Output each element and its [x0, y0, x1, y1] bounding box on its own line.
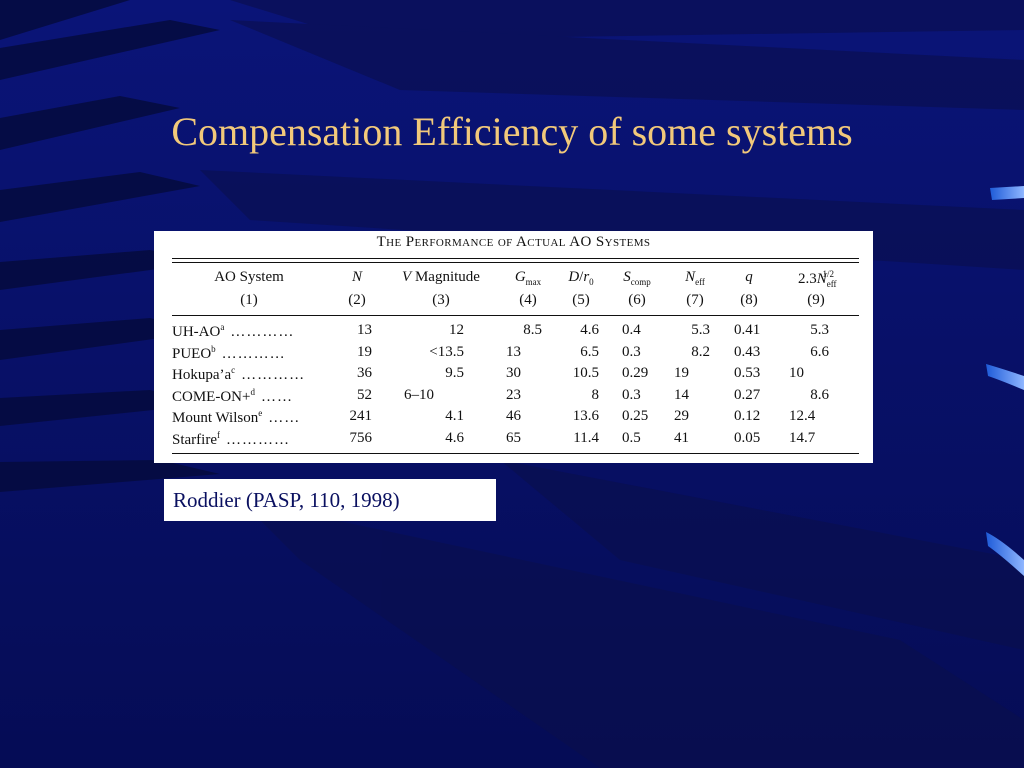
col-num-8: (8) — [740, 292, 758, 308]
cell-v-magnitude: 9.5 — [445, 365, 464, 381]
cell-scomp: 0.25 — [622, 408, 649, 424]
cell-neff: 8.2 — [691, 343, 710, 360]
cell-neff: 14 — [674, 386, 689, 403]
table-top-rule — [172, 258, 859, 259]
cell-v-magnitude: 12 — [449, 322, 464, 338]
cell-23neff: 6.6 — [810, 343, 829, 360]
col-header-v-magnitude: V Magnitude — [402, 269, 480, 285]
cell-n: 19 — [357, 343, 372, 360]
table-bottom-rule — [172, 453, 859, 454]
col-header-gmax: $G_{max}$ — [514, 269, 542, 287]
cell-gmax: 65 — [506, 429, 521, 446]
cell-scomp: 0.3 — [622, 343, 641, 360]
cell-scomp: 0.3 — [622, 386, 641, 403]
col-num-4: (4) — [519, 292, 537, 308]
col-header-ao-system: AO System — [214, 269, 284, 285]
col-header-neff: $N_{eff}$ — [685, 269, 705, 287]
cell-n: 13 — [357, 322, 372, 338]
cell-neff: 41 — [674, 429, 689, 446]
cell-n: 36 — [357, 365, 372, 381]
cell-ao-system: Starfire$^f$ ………… — [172, 429, 290, 448]
cell-n: 52 — [357, 386, 372, 403]
cell-23neff: 10 — [789, 365, 804, 381]
cell-neff: 19 — [674, 365, 689, 381]
cell-d-r0: 11.4 — [573, 429, 599, 446]
col-header-d-r0: $D/r_0$ — [568, 269, 594, 287]
cell-n: 756 — [349, 429, 372, 446]
col-num-3: (3) — [432, 292, 450, 308]
col-num-6: (6) — [628, 292, 646, 308]
cell-gmax: 8.5 — [523, 322, 542, 338]
cell-gmax: 46 — [506, 408, 521, 424]
table-header-rule — [172, 315, 859, 316]
cell-neff: 29 — [674, 408, 689, 424]
cell-23neff: 5.3 — [810, 322, 829, 338]
cell-ao-system: PUEO$^b$ ………… — [172, 343, 286, 362]
cell-23neff: 12.4 — [789, 408, 816, 424]
col-num-5: (5) — [572, 292, 590, 308]
cell-q: 0.41 — [734, 322, 761, 338]
col-header-23neff: $2.3N_{eff}^{1/2}$ — [797, 269, 837, 289]
cell-v-magnitude: 6–10 — [404, 386, 434, 403]
col-header-n: N — [351, 269, 362, 285]
cell-ao-system: $UH-AO^a$ ………… — [172, 322, 295, 340]
cell-neff: 5.3 — [691, 322, 710, 338]
cell-gmax: 30 — [506, 365, 521, 381]
col-num-2: (2) — [348, 292, 366, 308]
col-num-9: (9) — [807, 292, 825, 308]
cell-q: 0.12 — [734, 408, 761, 424]
cell-d-r0: 10.5 — [572, 365, 599, 381]
cell-d-r0: 6.5 — [580, 343, 599, 360]
cell-v-magnitude: 4.1 — [445, 408, 464, 424]
cell-q: 0.27 — [734, 386, 761, 403]
cell-q: 0.43 — [734, 343, 761, 360]
cell-scomp: 0.29 — [622, 365, 649, 381]
cell-ao-system: Mount Wilson$^e$ …… — [172, 408, 301, 426]
slide-title: Compensation Efficiency of some systems — [171, 109, 853, 154]
cell-gmax: 23 — [506, 386, 521, 403]
cell-d-r0: 4.6 — [580, 322, 599, 338]
cell-d-r0: 8 — [591, 386, 599, 403]
cell-23neff: 8.6 — [810, 386, 829, 403]
col-num-1: (1) — [240, 292, 258, 308]
cell-23neff: 14.7 — [789, 429, 816, 446]
cell-gmax: 13 — [506, 343, 521, 360]
cell-q: 0.53 — [734, 365, 761, 381]
col-num-7: (7) — [686, 292, 704, 308]
cell-v-magnitude: 4.6 — [445, 429, 464, 446]
cell-d-r0: 13.6 — [572, 408, 599, 424]
cell-scomp: 0.4 — [622, 322, 641, 338]
cell-ao-system: COME-ON+$^d$ …… — [172, 386, 293, 405]
cell-n: 241 — [349, 408, 372, 424]
col-header-scomp: $S_{comp}$ — [623, 269, 651, 287]
citation-box: Roddier (PASP, 110, 1998) — [164, 479, 496, 521]
col-header-q: q — [745, 269, 753, 285]
table-caption: The Performance of Actual AO Systems — [376, 234, 651, 250]
performance-table — [154, 231, 873, 463]
cell-scomp: 0.5 — [622, 429, 641, 446]
cell-ao-system: $Hokupa’a^c$ ………… — [172, 365, 306, 383]
cell-q: 0.05 — [734, 429, 761, 446]
cell-v-magnitude: <13.5 — [429, 343, 464, 360]
table-top-rule-2 — [172, 262, 859, 263]
